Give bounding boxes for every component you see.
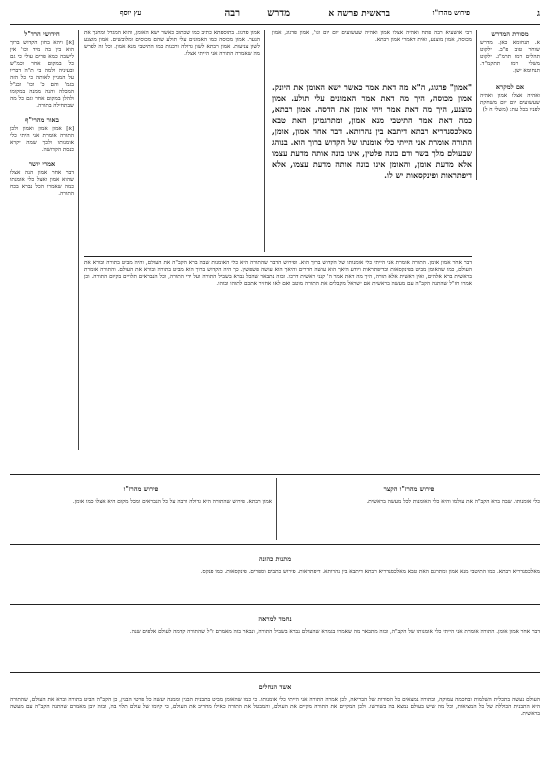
page-header — [10, 8, 540, 22]
mid-title: מתנות כהונה — [258, 554, 292, 563]
intro-commentary — [272, 30, 472, 80]
right-margin — [480, 30, 540, 210]
bottom-title: אשד הנחלים — [258, 682, 292, 691]
right-margin-text-2: ואהיה אצלו אמון ואהיה שעשועים יום יום משחקת לפניו בכל עת: (משלי ח ל) — [480, 93, 540, 113]
midrash-text: "אמון" פדגוג, ה"א מה דאת אמר כאשר ישא האומן את היונק. אמון מכוסה, היך מה דאת אמר האמונים עלי תולע. אמון מוצנע, היך מה דאת אמר ויהי אומן את הדסה. אמון רבתא, כמה דאת אמר התיטבי מנא אמון, ומתרגמינן האת טבא מאלכסנדריא רבתא דיתבא בין נהרותא. דבר אחר אמון, אומן, התורה אומרת אני הייתי כלי אומנתו של הקדוש ברוך הוא. בנוהג שבעולם מלך בשר ודם בונה פלטין, אינו בונה אותה מדעת עצמו אלא מדעת אומן, והאומן אינו בונה אותה מדעת עצמו, אלא דיפתראות ופינקסאות יש לו. — [272, 82, 472, 180]
midrash-main-text — [272, 82, 472, 252]
bottom-rule — [10, 672, 540, 673]
upper-left-commentary — [84, 30, 260, 252]
book-title-right: מדרש — [267, 8, 290, 19]
commentary-name: פירוש מהרז"ו — [432, 8, 470, 17]
intro-text: רבי אושעיא רבה פתח ואהיה אצלו אמון ואהיה שעשועים יום יום וגו', אמון פדגוג, אמון מכוסה, אמון מוצנע, ואית דאמרי אמון רבתא. — [272, 30, 472, 43]
low-text: דבר אחר אמון אומן. התורה אומרת אני הייתי כלי אומנותו של הקב"ה, ובזה מתבאר מה שאמרו בגמרא שהעולם נברא בשביל התורה, ונבאר בזה מאמרם ז"ל שהתורה קדמה לעולם אלפים שנה. — [129, 629, 540, 635]
low-rule — [10, 604, 540, 605]
wide-text: דבר אחר אמון אומן. התורה אומרת אני הייתי כלי אומנותו של הקדוש ברוך הוא. ופירוש הדבר שהתורה היא כלי האומנות שבה ברא הקב"ה את העולם, והיה מביט בתורה ובורא את העולם, כמו שהאומן מביט בפינקסאות ובדיפתראות ויודע היאך הוא עושה חדרים והיאך הוא עושה פשפשין. כך היה הקדוש ברוך הוא מביט בתורה ובורא את העולם. והתורה אומרת בראשית ברא אלהים, ואין ראשית אלא תורה, היך מה דאת אמר ה' קנני ראשית דרכו. ובזה נתבאר שהכל נברא בשביל התורה ועל ידי התורה, וכל הנבראים תלויים בקיום התורה. וכן אמרו חז"ל שהתנה הקב"ה עם מעשה בראשית אם ישראל מקבלים את התורה מוטב ואם לאו אחזיר אתכם לתוהו ובוהו. — [84, 260, 472, 287]
band-text-right: כלי אומנותו. שבה ברא הקב"ה את עולמו והיא כלי האומנות לכל מעשה בראשית. — [366, 499, 540, 505]
book-title-left: רבה — [224, 8, 240, 19]
band-rule — [10, 474, 540, 475]
mid-text: מאלכסנדריא רבתא. כמו התיטבי מנא אמון ומתרגם האת טבא מאלכסנדריא רבתא דיתבא בין נהרותא. דיפתראות. פירוש כתבים וספרים. פינקסאות. כמו פנקס. — [200, 569, 540, 575]
left-margin-text-2: [א] אמון אמון ואמון ולכן התורה אומרת אני היתי כלי אומנותו ולכך שמה יקרא כנסת הקדושה. — [10, 126, 74, 153]
right-margin-title: מסורת המדרש — [491, 30, 529, 38]
band-right — [278, 478, 540, 540]
left-margin-divider — [78, 30, 79, 450]
left-margin-title-3: אמרי יושר — [28, 160, 56, 168]
nechmad-lemareh — [10, 608, 540, 668]
right-margin-title-2: אם למקרא — [495, 83, 525, 91]
matnot-kehuna — [10, 548, 540, 600]
low-title: נחמד למראה — [258, 614, 292, 623]
page-letter: ג — [537, 9, 540, 19]
main-divider — [264, 30, 265, 252]
upper-left-text: אמון פדגוג. בתוספתא כתיב כמו שכתוב כאשר ישא האומן, והוא המגדל ומחנך את הנער. אמון מכוסה כמו האמונים עלי תולע שהם מכוסים ומלובשים. אמון מוצנע לשון צניעות. אמון רבתא לשון גדולה ורבנות כמו התיטבי מנא אמון. וכל זה לפרש מה שאמרה התורה אני הייתי אצלו. — [84, 30, 260, 57]
left-margin — [10, 30, 74, 430]
left-margin-text: [א] ויהא בחון הקדוש ברוך הוא בין בה מיד וכו' אין לישבה כמא פרים עולי כי גם כל במקום אחר וכמ"ש ובעיניה ולמה בי ת"ה דבריו על המניין לאותה כי כל הזה בגמ' והם כ' וכו' ובנ"ל המכלה והנה ממנה במקומו ולהלן במקום אחר וגם כל מה שבתחילה בתורה. — [10, 40, 74, 109]
right-margin-text: א. תנחומא כאן. מדרש שוחר טוב פ"ב. ילקוט תהלים רמז תרמ"ג. ילקוט משלי רמז תתקמ"ד. תנחומא ישן. — [480, 40, 540, 74]
band-left — [10, 478, 272, 540]
band-text-left: אמון רבתא. פירוש שהתורה היא גדולה ורבה על כל הנבראים ומכל מקום היא אצלו כמו אומן. — [72, 499, 272, 505]
wide-rule — [84, 256, 472, 257]
parsha-heading: בראשית פרשה א — [328, 9, 390, 19]
left-margin-text-3: דבר אחר אמון הנה אצלו שהוא אמון ואצל כלי אומנתו כמה שאמרו הכל נברא בכח התורה. — [10, 170, 74, 197]
bottom-text: העולם נעשה בתכלית השלמות ובחכמה עמוקה, ובתורה נמצאים כל הסודות של הבריאה, לכן אמרה התורה אני הייתי כלי אומנותו. כי כמו שהאומן מביט בתבנית הבנין וממנה יעשה כל פרטי הבנין, כן הקב"ה הביט בתורה וברא את העולם, שהתורה היא התבנית הכוללת של כל המציאות, וכל מה שיש בעולם נמצא בה בשורשו. ולכן המקיים את התורה מקיים את העולם, והמבטל את התורה כאילו מחריב את העולם, כי קיומו של עולם תלוי בה, ובזה יובן מאמרם שהתנה הקב"ה עם מעשה בראשית. — [10, 697, 540, 717]
wide-commentary — [84, 260, 472, 470]
header-rule — [10, 24, 540, 25]
eshed-hanechalim — [10, 676, 540, 756]
left-margin-title: חידושי הרד"ל — [24, 30, 60, 38]
mid-rule — [10, 544, 540, 545]
footer-title: עץ יוסף — [120, 8, 142, 17]
left-margin-title-2: באור מהרי"ף — [25, 116, 59, 124]
band-divider — [276, 478, 277, 540]
band-title-right: פירוש מהרז"ו הקצר — [383, 484, 435, 493]
right-margin-divider — [476, 30, 477, 180]
band-title-left: פירוש מהרז"ו — [123, 484, 159, 493]
